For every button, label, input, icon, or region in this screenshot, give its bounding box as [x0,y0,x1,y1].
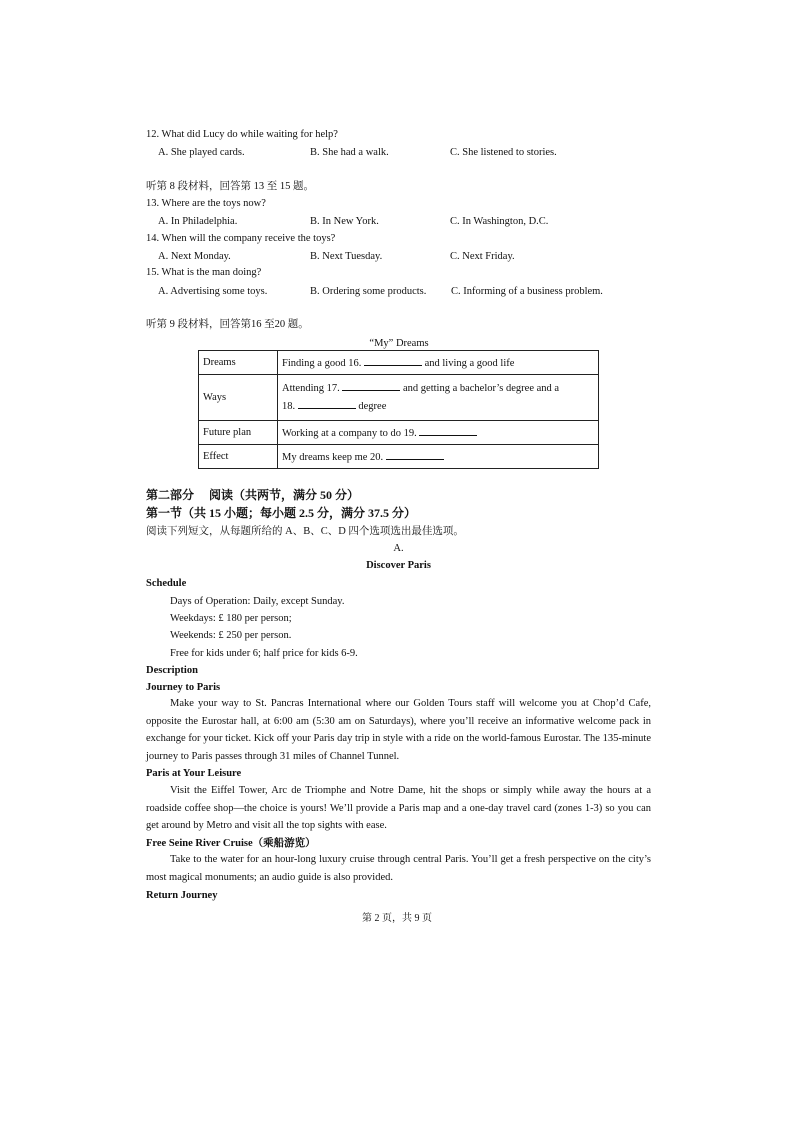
table-cell-key: Future plan [199,421,278,445]
question-12-option-a: A. She played cards. [158,147,245,158]
cell-text: My dreams keep me 20. [282,451,384,463]
dreams-table [198,350,599,469]
cell-text: and getting a bachelor’s degree and a [403,382,560,394]
section-9-instruction: 听第 9 段材料，回答第16 至20 题。 [146,319,309,330]
passage-title: Discover Paris [366,560,431,571]
question-13-stem: 13. Where are the toys now? [146,198,266,209]
table-row [199,351,599,375]
question-14-option-a: A. Next Monday. [158,251,231,262]
section-8-instruction: 听第 8 段材料，回答第 13 至 15 题。 [146,181,314,192]
schedule-heading: Schedule [146,578,187,589]
cruise-paragraph: Take to the water for an hour-long luxury cruise through central Paris. You’ll get a fresh perspective on the city’s most magical monuments; an audio guide is also provided. [146,854,651,883]
table-cell-key: Ways [199,375,278,421]
table-cell-value [278,351,599,375]
cell-text: Working at a company to do 19. [282,427,417,439]
cruise-heading: Free Seine River Cruise（乘船游览） [146,838,316,849]
cell-text: Finding a good 16. [282,357,362,369]
question-14-option-b: B. Next Tuesday. [310,251,383,262]
question-15-option-c: C. Informing of a business problem. [451,286,603,297]
part-2-heading: 第二部分 阅读（共两节，满分 50 分） [146,488,360,502]
cell-text: degree [358,400,387,412]
journey-heading: Journey to Paris [146,682,221,693]
answer-blank-20[interactable] [386,449,444,460]
question-14-stem: 14. When will the company receive the toys? [146,233,336,244]
answer-blank-16[interactable] [364,355,422,366]
schedule-line: Free for kids under 6; half price for kids 6-9. [170,648,358,659]
description-heading: Description [146,665,198,676]
page-footer: 第 2 页，共 9 页 [362,913,432,924]
table-row [199,421,599,445]
answer-blank-19[interactable] [419,425,477,436]
table-cell-value [278,375,599,421]
return-heading: Return Journey [146,890,218,901]
question-12-option-c: C. She listened to stories. [450,147,557,158]
schedule-line: Weekends: £ 250 per person. [170,630,292,641]
passage-label: A. [393,543,404,554]
question-15-option-b: B. Ordering some products. [310,286,427,297]
table-cell-key: Effect [199,445,278,469]
cell-text: and living a good life [424,357,515,369]
dreams-table-title: “My” Dreams [369,338,429,349]
schedule-line: Days of Operation: Daily, except Sunday. [170,596,345,607]
answer-blank-17[interactable] [342,380,400,391]
question-13-option-a: A. In Philadelphia. [158,216,238,227]
table-row [199,375,599,421]
reading-instruction: 阅读下列短文，从每题所给的 A、B、C、D 四个选项选出最佳选项。 [146,526,464,537]
question-15-stem: 15. What is the man doing? [146,267,262,278]
cell-text: 18. [282,400,296,412]
question-13-option-b: B. In New York. [310,216,379,227]
question-12-option-b: B. She had a walk. [310,147,389,158]
section-1-heading: 第一节（共 15 小题；每小题 2.5 分，满分 37.5 分） [146,506,417,520]
question-14-option-c: C. Next Friday. [450,251,515,262]
table-cell-value [278,445,599,469]
question-12-stem: 12. What did Lucy do while waiting for help? [146,129,338,140]
table-cell-key: Dreams [199,351,278,375]
question-13-option-c: C. In Washington, D.C. [450,216,549,227]
table-row [199,445,599,469]
schedule-line: Weekdays: £ 180 per person; [170,613,292,624]
table-cell-value [278,421,599,445]
answer-blank-18[interactable] [298,398,356,409]
leisure-paragraph: Visit the Eiffel Tower, Arc de Triomphe and Notre Dame, hit the shops or simply while away the hours at a roadside coffee shop—the choice is yours! We’ll provide a Paris map and a one-day travel card (zones 1-3) so you can get around by Metro and visit all the top sights with ease. [146,785,651,831]
question-15-option-a: A. Advertising some toys. [158,286,268,297]
leisure-heading: Paris at Your Leisure [146,768,242,779]
cell-text: Attending 17. [282,382,340,394]
journey-paragraph: Make your way to St. Pancras International where our Golden Tours staff will welcome you at Chop’d Cafe, opposite the Eurostar hall, at 6:00 am (5:30 am on Saturdays), where you’ll receive an informative welcome pack in exchange for your ticket. Kick off your Paris day trip in style with a ride on the world-famous Eurostar. The 135-minute journey to Paris passes through 31 miles of Channel Tunnel. [146,698,651,762]
